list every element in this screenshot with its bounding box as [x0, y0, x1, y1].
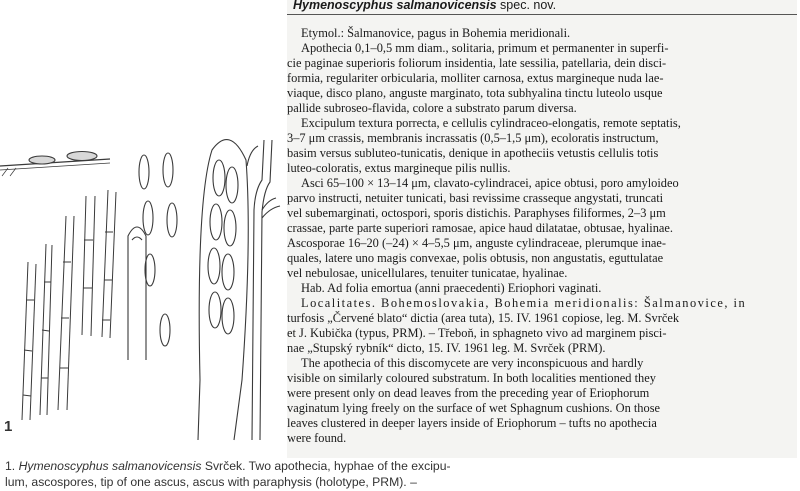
body-line: quales, latere uno magis convexae, polis obtusis, non angustatis, eguttulatae	[287, 251, 664, 265]
body-line: nae „Stupský rybník“ dicto, 15. IV. 1961 leg. M. Svrček (PRM).	[287, 341, 606, 355]
body-line: vaginatum lying freely on the surface of wet Sphagnum cushions. On those	[287, 401, 661, 415]
body-line: Ascosporae 16–20 (–24) × 4–5,5 μm, anguste cylindraceae, plerumque inae-	[287, 236, 667, 250]
body-line: 3–7 μm crassis, membranis incrassatis (0,5–1,5 μm), ecoloratis instructum,	[287, 131, 659, 145]
body-line: basim versus subluteo-tunicatis, denique in apotheciis vetustis cellulis totis	[287, 146, 659, 160]
body-line: turfosis „Červené blato“ dictia (area tuta), 15. IV. 1961 copiose, leg. M. Svrček	[287, 311, 680, 325]
caption-line-1	[5, 459, 797, 475]
body-line: were found.	[287, 431, 347, 445]
ascus-tip-drawing	[128, 227, 146, 360]
caption-species: Hymenoscyphus salmanovicensis	[18, 459, 202, 473]
apothecia-drawing	[0, 152, 110, 177]
body-line: The apothecia of this discomycete are very inconspicuous and hardly	[301, 356, 644, 370]
body-line: parvo instructi, netuiter tunicati, basi revissime crasseque angystati, truncati	[287, 191, 664, 205]
body-line: vel nebulosae, unicellulares, tenuiter tunicatae, hyalinae.	[287, 266, 568, 280]
figure-illustration	[0, 0, 285, 455]
body-line: Etymol.: Šalmanovice, pagus in Bohemia meridionali.	[301, 26, 571, 40]
body-line: Asci 65–100 × 13–14 μm, clavato-cylindracei, apice obtusi, poro amyloideo	[301, 176, 679, 190]
body-line: cie paginae superioris foliorum insidentia, late sessilia, patellaria, dein disci-	[287, 56, 667, 70]
ascospores-drawing	[139, 153, 177, 346]
body-line: viaque, disco plano, anguste marginato, tota subhyalina tinctu luteolo usque	[287, 86, 663, 100]
body-line: leaves clustered in deeper layers inside of Eriophorum – tufts no apothecia	[287, 416, 657, 430]
body-line: et J. Kubička (typus, PRM). – Třeboň, in sphagneto vivo ad marginem pisci-	[287, 326, 667, 340]
body-line: Hab. Ad folia emortua (anni praecedenti) Eriophori vaginati.	[301, 281, 602, 295]
hymenoscyphus-drawing-icon	[0, 0, 285, 455]
species-status: spec. nov.	[500, 0, 557, 12]
body-line: luteo-coloratis, extus margineque pilis nullis.	[287, 161, 511, 175]
caption-number: 1.	[5, 459, 19, 473]
species-name: Hymenoscyphus salmanovicensis	[293, 0, 497, 12]
figure-number: 1	[4, 418, 13, 435]
body-line: vel subemarginati, octospori, sporis distichis. Paraphyses filiformes, 2–3 μm	[287, 206, 666, 220]
body-line: pallide subroseo-flavida, colore a substrato parum diversa.	[287, 101, 577, 115]
body-line: crassae, parte parte superiori ramosae, apice haud dilatatae, obtusae, hyalinae.	[287, 221, 673, 235]
body-line: were present only on dead leaves from the preceding year of Eriophorum	[287, 386, 650, 400]
excipulum-hyphae-drawing	[22, 190, 116, 420]
body-line: Excipulum textura porrecta, e cellulis cylindraceo-elongatis, remote septatis,	[301, 116, 681, 130]
caption-line-2: lum, ascospores, tip of one ascus, ascus with paraphysis (holotype, PRM). –	[5, 474, 417, 489]
body-line: Apothecia 0,1–0,5 mm diam., solitaria, primum et permanenter in superfi-	[301, 41, 669, 55]
caption-text: Svrček. Two apothecia, hyphae of the excipu-	[201, 459, 451, 473]
body-line: Localitates. Bohemoslovakia, Bohemia meridionalis: Šalmanovice, in	[301, 296, 747, 310]
description-text-column	[287, 0, 797, 458]
ascus-with-paraphysis-drawing	[198, 140, 280, 440]
body-line: formia, regulariter orbicularia, molliter carnosa, extus margineque nuda lae-	[287, 71, 664, 85]
species-title	[293, 0, 556, 12]
figure-caption	[5, 459, 797, 490]
body-line: visible on similarly coloured substratum. In both localities mentioned they	[287, 371, 656, 385]
title-divider	[287, 14, 797, 15]
